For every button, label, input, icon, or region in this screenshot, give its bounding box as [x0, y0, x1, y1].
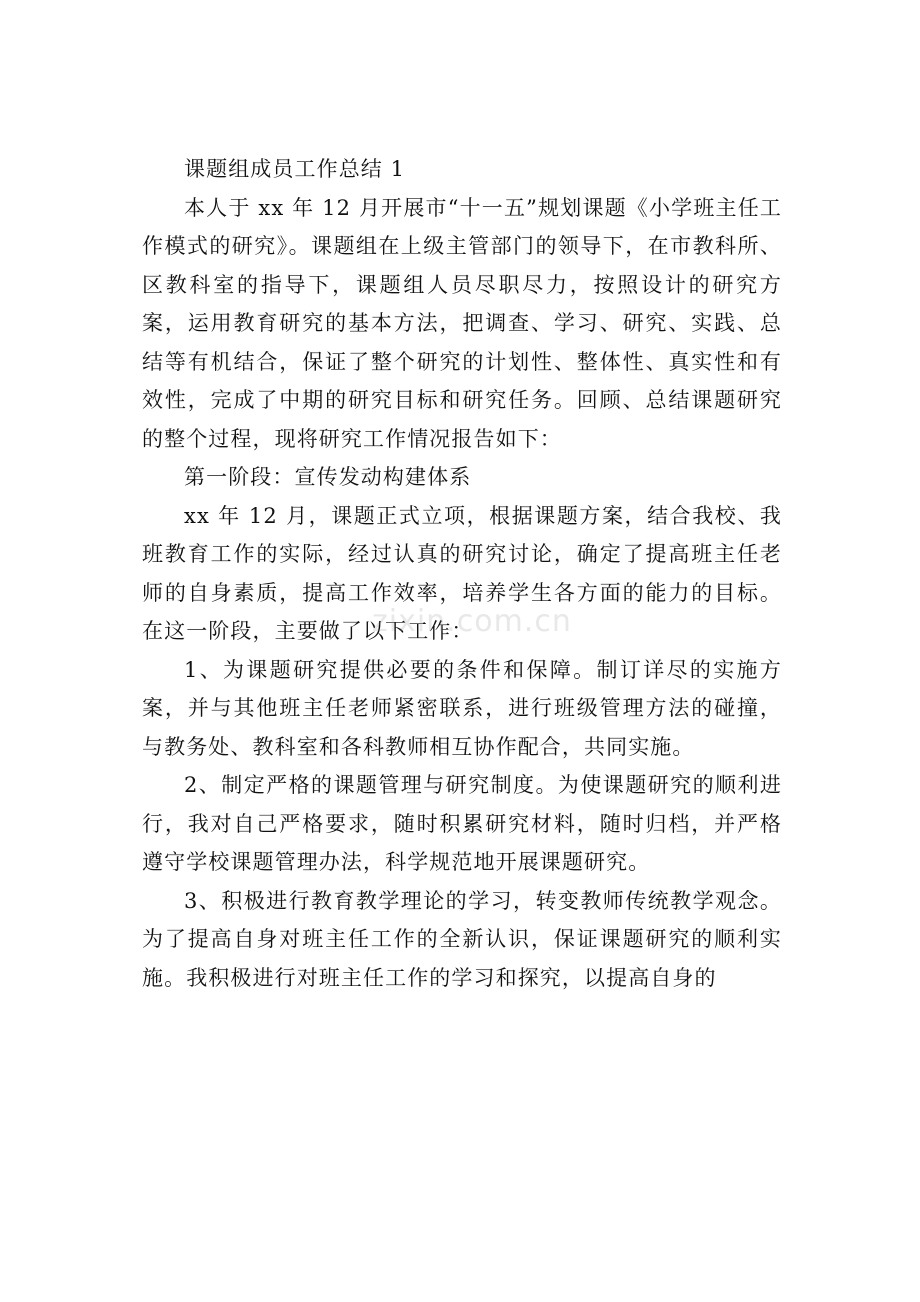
paragraph-item-3: 3、积极进行教育教学理论的学习，转变教师传统教学观念。为了提高自身对班主任工作的全新认识，保证课题研究的顺利实施。我积极进行对班主任工作的学习和探究，以提高自身的 — [142, 888, 782, 990]
document-body — [142, 150, 782, 997]
document-title: 课题组成员工作总结 1 — [184, 157, 406, 181]
paragraph-item-2: 2、制定严格的课题管理与研究制度。为使课题研究的顺利进行，我对自己严格要求，随时积累研究材料，随时归档，并严格遵守学校课题管理办法，科学规范地开展课题研究。 — [142, 773, 782, 874]
paragraph-item-1: 1、为课题研究提供必要的条件和保障。制订详尽的实施方案，并与其他班主任老师紧密联系，进行班级管理方法的碰撞，与教务处、教科室和各科教师相互协作配合，共同实施。 — [142, 657, 782, 759]
paragraph-stage-one: xx 年 12 月，课题正式立项，根据课题方案，结合我校、我班教育工作的实际，经过认真的研究讨论，确定了提高班主任老师的自身素质，提高工作效率，培养学生各方面的能力的目标。在这一阶段，主要做了以下工作： — [142, 503, 782, 643]
watermark: zixin.com.cn — [372, 604, 572, 639]
paragraph-intro: 本人于 xx 年 12 月开展市“十一五”规划课题《小学班主任工作模式的研究》。课题组在上级主管部门的领导下，在市教科所、区教科室的指导下，课题组人员尽职尽力，按照设计的研究方案，运用教育研究的基本方法，把调查、学习、研究、实践、总结等有机结合，保证了整个研究的计划性、整体性、真实性和有效性，完成了中期的研究目标和研究任务。回顾、总结课题研究的整个过程，现将研究工作情况报告如下： — [142, 195, 782, 451]
section-heading-stage-one: 第一阶段：宣传发动构建体系 — [184, 465, 472, 489]
